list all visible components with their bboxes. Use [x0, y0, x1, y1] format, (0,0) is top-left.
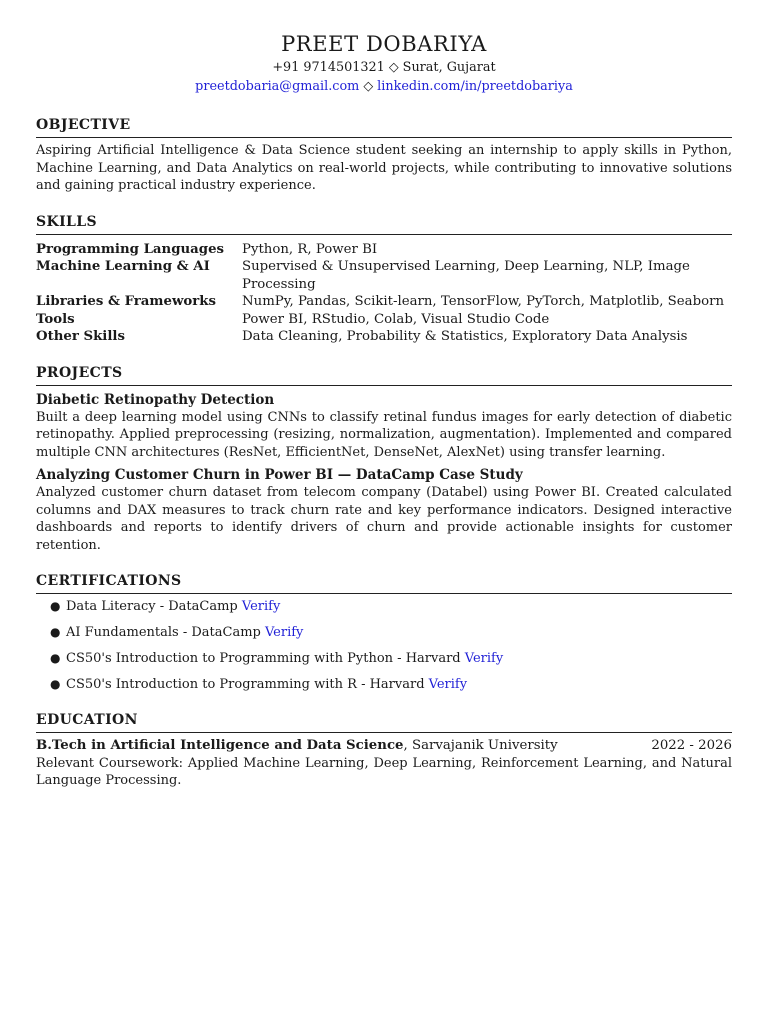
list-item: [36, 624, 732, 641]
certification-name: CS50's Introduction to Programming with Python - Harvard: [66, 651, 461, 666]
section-title-objective: OBJECTIVE: [36, 116, 732, 138]
diamond-separator-icon: ◇: [363, 79, 374, 94]
bullet-icon: ●: [50, 599, 61, 613]
skills-table: [36, 241, 732, 346]
institution-name: , Sarvajanik University: [403, 738, 558, 753]
certification-list: [36, 598, 732, 693]
skill-row: [36, 328, 732, 346]
education-coursework: Relevant Coursework: Applied Machine Learning, Deep Learning, Reinforcement Learning, and Natural Language Processing.: [36, 755, 732, 788]
bullet-icon: ●: [50, 651, 61, 665]
education-section: [36, 711, 732, 790]
project-item: [36, 391, 732, 462]
education-degree-line: [36, 737, 558, 755]
education-header: [36, 737, 732, 755]
skill-category: Machine Learning & AI: [36, 259, 210, 274]
list-item: [36, 598, 732, 615]
certifications-section: [36, 572, 732, 693]
verify-link[interactable]: Verify: [241, 599, 281, 614]
project-description: Analyzed customer churn dataset from telecom company (Databel) using Power BI. Created calculated columns and DAX measures to track churn rate and key performance indicators. Designed interactive dashboards and reports to identify drivers of churn and provide actionable insights for customer retention.: [36, 485, 732, 553]
skill-value: Python, R, Power BI: [242, 241, 378, 257]
skill-value: Power BI, RStudio, Colab, Visual Studio Code: [242, 311, 550, 327]
project-item: [36, 466, 732, 554]
project-description: Built a deep learning model using CNNs to classify retinal fundus images for early detection of diabetic retinopathy. Applied preprocessing (resizing, normalization, augmentation). Implemented and compared multiple CNN architectures (ResNet, EfficientNet, DenseNet, AlexNet) using transfer learning.: [36, 409, 732, 460]
contact-line-2: [36, 77, 732, 96]
skill-value: Supervised & Unsupervised Learning, Deep Learning, NLP, Image Processing: [242, 259, 690, 292]
objective-text: Aspiring Artificial Intelligence & Data Science student seeking an internship to apply skills in Python, Machine Learning, and Data Analytics on real-world projects, while contributing to innovative solutions and gaining practical industry experience.: [36, 143, 732, 193]
project-title: Diabetic Retinopathy Detection: [36, 391, 275, 408]
certification-name: Data Literacy - DataCamp: [66, 599, 238, 614]
certification-name: AI Fundamentals - DataCamp: [66, 625, 261, 640]
skill-row: [36, 241, 732, 259]
diamond-separator-icon: ◇: [388, 60, 399, 75]
section-title-projects: PROJECTS: [36, 364, 732, 386]
skill-row: [36, 293, 732, 311]
section-title-skills: SKILLS: [36, 213, 732, 235]
skill-category: Libraries & Frameworks: [36, 294, 216, 309]
bullet-icon: ●: [50, 625, 61, 639]
phone-number: +91 9714501321: [272, 60, 385, 75]
skill-category: Other Skills: [36, 329, 125, 344]
section-title-education: EDUCATION: [36, 711, 732, 733]
skill-row: [36, 258, 732, 293]
section-title-certifications: CERTIFICATIONS: [36, 572, 732, 594]
skill-row: [36, 311, 732, 329]
projects-section: [36, 364, 732, 555]
skills-section: [36, 213, 732, 346]
skill-value: Data Cleaning, Probability & Statistics, Exploratory Data Analysis: [242, 329, 688, 344]
bullet-icon: ●: [50, 677, 61, 691]
skill-value: NumPy, Pandas, Scikit-learn, TensorFlow, PyTorch, Matplotlib, Seaborn: [242, 294, 725, 309]
degree-name: B.Tech in Artificial Intelligence and Data Science: [36, 738, 404, 753]
linkedin-link[interactable]: linkedin.com/in/preetdobariya: [377, 79, 573, 94]
list-item: [36, 676, 732, 693]
skill-category: Programming Languages: [36, 241, 225, 257]
email-link[interactable]: preetdobaria@gmail.com: [195, 79, 360, 94]
skill-category: Tools: [36, 311, 75, 327]
candidate-name: PREET DOBARIYA: [281, 32, 487, 56]
verify-link[interactable]: Verify: [464, 651, 504, 666]
resume-page: [36, 30, 732, 790]
verify-link[interactable]: Verify: [264, 625, 304, 640]
list-item: [36, 650, 732, 667]
verify-link[interactable]: Verify: [428, 677, 468, 692]
location: Surat, Gujarat: [402, 60, 496, 75]
contact-line-1: [36, 58, 732, 77]
certification-name: CS50's Introduction to Programming with R - Harvard: [66, 677, 425, 692]
objective-section: [36, 116, 732, 195]
education-years: 2022 - 2026: [651, 738, 732, 753]
resume-header: [36, 30, 732, 96]
project-title: Analyzing Customer Churn in Power BI — DataCamp Case Study: [36, 467, 523, 483]
